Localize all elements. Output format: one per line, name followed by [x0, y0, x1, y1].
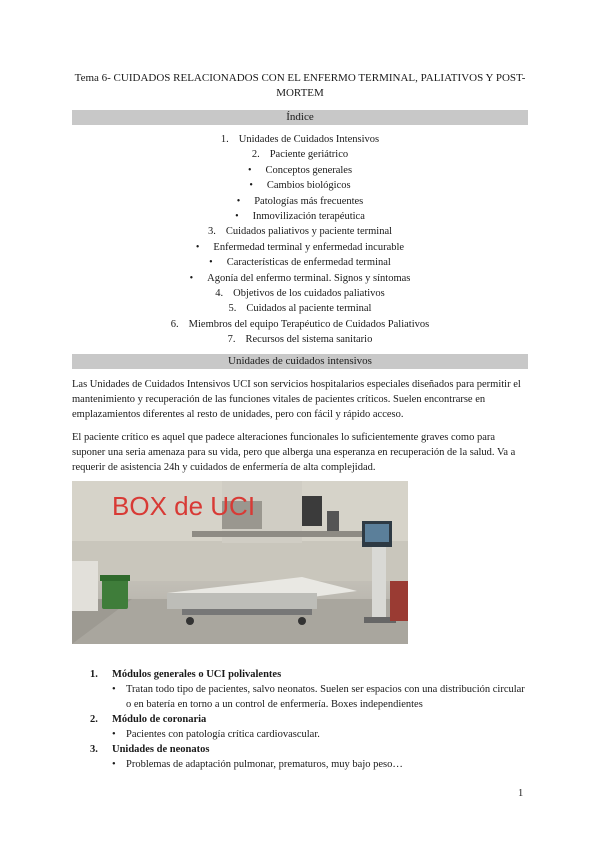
toc-marker: 5.: [228, 303, 237, 315]
module-description-text: Tratan todo tipo de pacientes, salvo neonatos. Suelen ser espacios con una distribución circular o en batería en torno a un control de enfermería. Boxes independientes: [126, 684, 525, 710]
paragraph-uci-definition: Las Unidades de Cuidados Intensivos UCI son servicios hospitalarios especiales diseñados para permitir el mantenimiento y recuperación de las funciones vitales de pacientes críticos. Suelen encontrarse en emplazamientos diferentes al resto de unidades, pero con fácil y rápido acceso.: [72, 379, 521, 421]
index-heading: Índice: [72, 110, 528, 125]
module-description-text: Problemas de adaptación pulmonar, prematuros, muy bajo peso…: [126, 759, 403, 770]
toc-item: [72, 332, 528, 347]
toc-label: Cuidados al paciente terminal: [246, 303, 372, 315]
toc-item: [72, 178, 528, 193]
toc-label: Agonía del enfermo terminal. Signos y síntomas: [207, 272, 411, 284]
module-title: Unidades de neonatos: [112, 744, 210, 755]
toc-marker: 2.: [251, 149, 260, 161]
module-description: [72, 682, 528, 712]
toc-marker: 3.: [207, 226, 216, 238]
toc-marker: •: [209, 257, 213, 269]
toc-marker: •: [189, 272, 194, 284]
toc-item: [72, 286, 528, 301]
toc-label: Paciente geriátrico: [269, 149, 349, 161]
bullet-icon: •: [112, 729, 116, 740]
module-number: 3.: [90, 744, 98, 755]
bullet-icon: •: [112, 759, 116, 770]
toc-item: [72, 317, 528, 332]
toc-label: Miembros del equipo Terapéutico de Cuidados Paliativos: [188, 318, 430, 330]
toc-item: [72, 271, 528, 286]
module-heading: [72, 742, 528, 757]
toc-label: Unidades de Cuidados Intensivos: [238, 134, 380, 145]
toc-label: Inmovilización terapéutica: [252, 210, 365, 222]
paragraph-critical-patient: El paciente crítico es aquel que padece alteraciones funcionales lo suficientemente graves como para suponer una seria amenaza para su vida, pero que alberga una esperanza en recuperación de la salud. Va a requerir de asistencia 24h y cuidados de enfermería de alta complejidad.: [72, 432, 516, 474]
toc-label: Patologías más frecuentes: [254, 195, 364, 207]
module-number: 2.: [90, 714, 98, 725]
toc-label: Cambios biológicos: [266, 180, 351, 192]
toc-item: [72, 224, 528, 239]
toc-label: Enfermedad terminal y enfermedad incurable: [213, 241, 405, 253]
section-heading: Unidades de cuidados intensivos: [72, 354, 528, 369]
module-heading: [72, 667, 528, 682]
module-description: [72, 757, 528, 772]
toc-marker: •: [195, 241, 200, 253]
module-heading: [72, 712, 528, 727]
toc-item: [72, 194, 528, 209]
toc-marker: 6.: [170, 318, 179, 330]
document-title: Tema 6- CUIDADOS RELACIONADOS CON EL ENFERMO TERMINAL, PALIATIVOS Y POST-MORTEM: [74, 72, 526, 99]
toc-marker: •: [236, 195, 241, 207]
module-list: [72, 667, 528, 772]
toc-item: [72, 240, 528, 255]
toc-marker: 1.: [220, 134, 229, 145]
table-of-contents: [72, 132, 528, 347]
toc-marker: •: [247, 164, 252, 176]
bullet-icon: •: [112, 684, 116, 695]
toc-item: [72, 132, 528, 147]
toc-item: [72, 147, 528, 162]
toc-marker: 4.: [215, 287, 224, 299]
photo-label: BOX de UCI: [112, 491, 256, 521]
toc-item: [72, 255, 528, 270]
module-title: Módulos generales o UCI polivalentes: [112, 669, 282, 680]
page-number: 1: [518, 788, 524, 799]
toc-item: [72, 163, 528, 178]
icu-box-photo: [72, 481, 408, 644]
toc-label: Conceptos generales: [265, 164, 353, 176]
toc-marker: •: [235, 210, 239, 222]
toc-item: [72, 209, 528, 224]
toc-item: [72, 301, 528, 316]
toc-label: Cuidados paliativos y paciente terminal: [225, 226, 393, 238]
toc-label: Objetivos de los cuidados paliativos: [233, 287, 385, 299]
toc-marker: •: [249, 180, 253, 192]
toc-label: Características de enfermedad terminal: [226, 257, 391, 269]
module-number: 1.: [90, 669, 98, 680]
module-title: Módulo de coronaria: [112, 714, 207, 725]
toc-marker: 7.: [227, 334, 236, 346]
module-description-text: Pacientes con patología crítica cardiovascular.: [126, 729, 320, 740]
toc-label: Recursos del sistema sanitario: [245, 334, 373, 346]
module-description: [72, 727, 528, 742]
